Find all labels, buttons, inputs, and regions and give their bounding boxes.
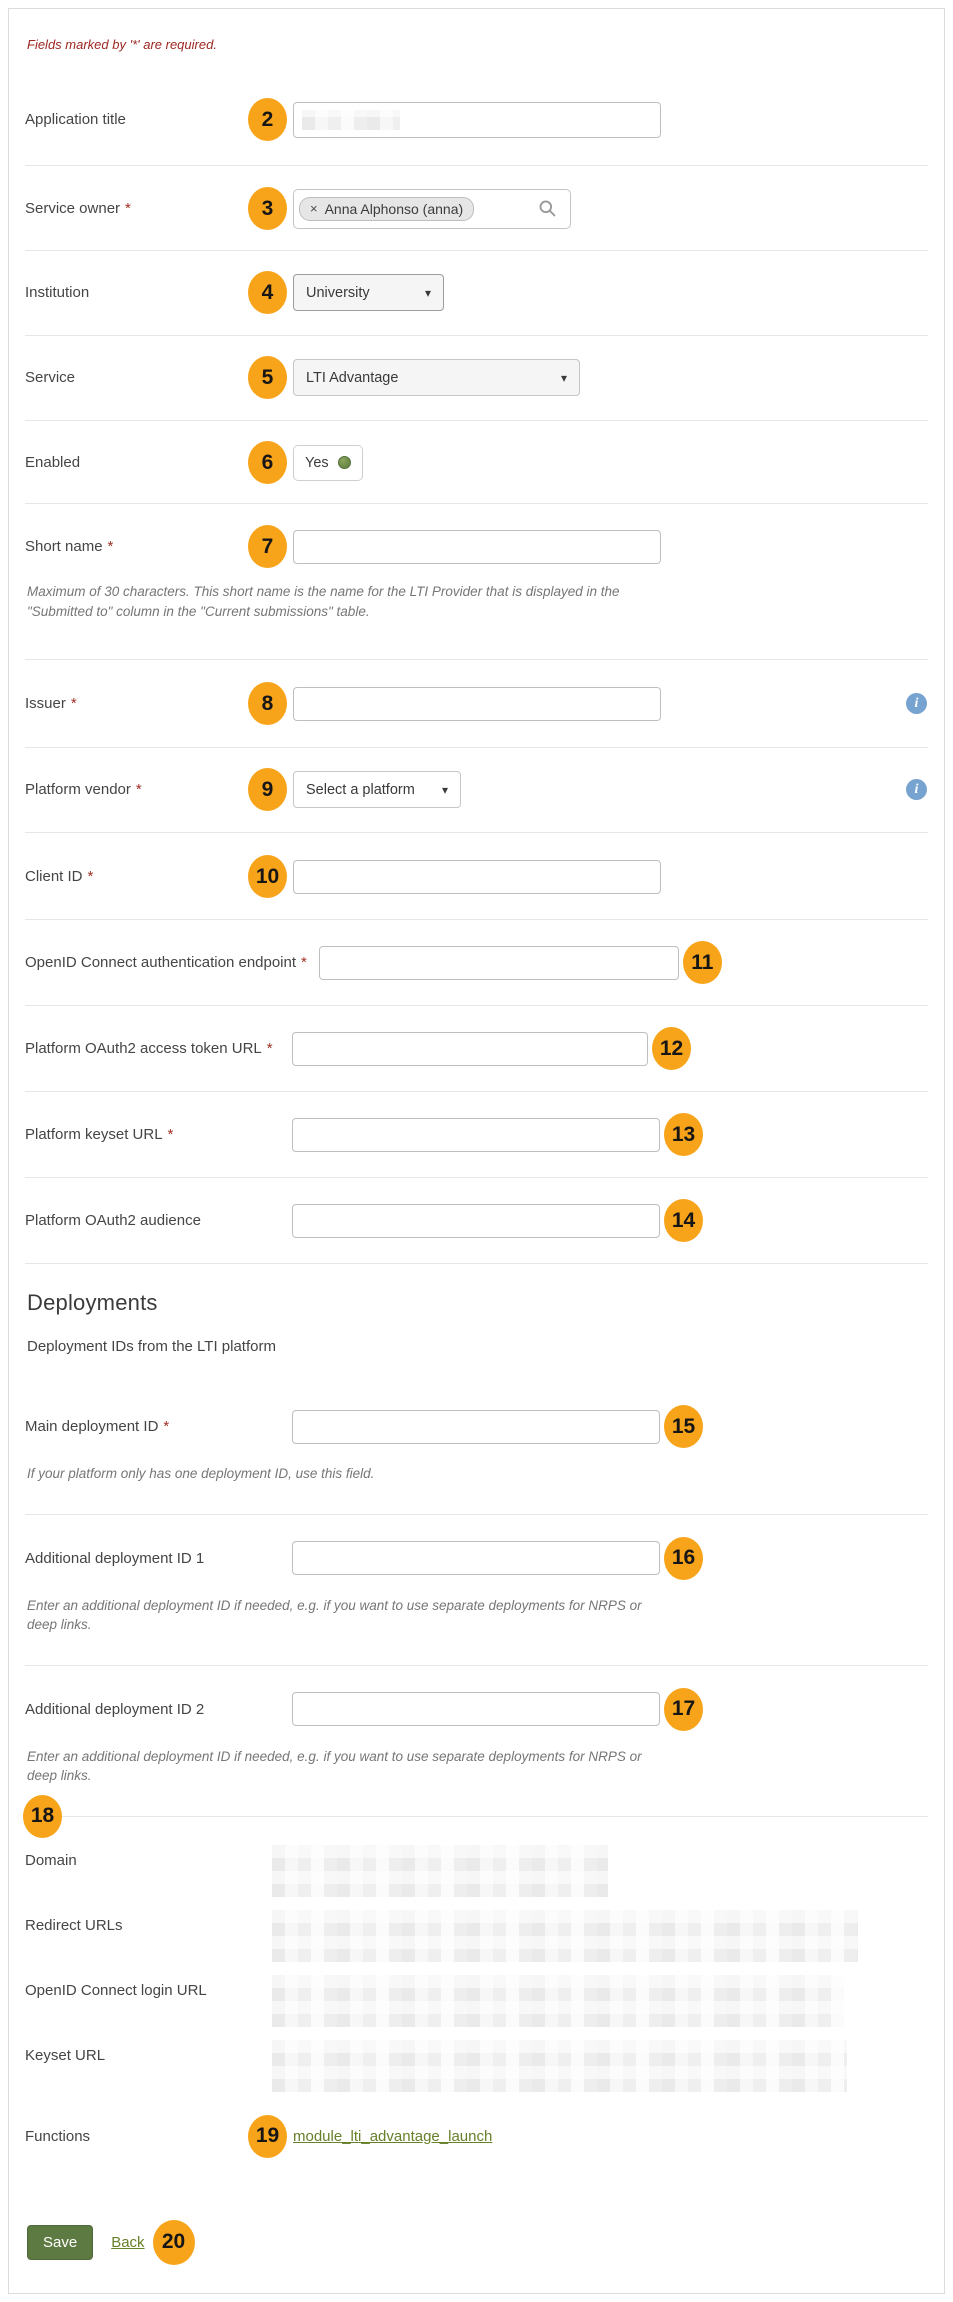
client-id-input[interactable] [293, 860, 661, 894]
annotation-badge: 9 [248, 768, 287, 811]
row-issuer [25, 660, 928, 748]
annotation-badge: 10 [248, 855, 287, 898]
annotation-badge: 2 [248, 98, 287, 141]
annotation-badge: 5 [248, 356, 287, 399]
label-text: Main deployment ID [25, 1418, 159, 1436]
openid-auth-endpoint-input[interactable] [319, 946, 679, 980]
keyset-url-value-redacted [272, 2040, 847, 2092]
function-link[interactable]: module_lti_advantage_launch [293, 2127, 493, 2145]
selected-value: LTI Advantage [306, 369, 399, 386]
short-name-help: Maximum of 30 characters. This short name is the name for the LTI Provider that is displayed in the "Submitted to" column in the "Current submissions" table. [27, 584, 620, 619]
main-deployment-id-label [25, 1418, 292, 1435]
platform-keyset-url-input[interactable] [292, 1118, 660, 1152]
row-institution [25, 251, 928, 336]
label-text: Issuer [25, 695, 66, 713]
oauth2-token-url-label [25, 1040, 292, 1057]
row-application-title [25, 78, 928, 166]
row-service [25, 336, 928, 421]
info-icon[interactable]: i [906, 693, 927, 714]
save-button[interactable]: Save [27, 2225, 93, 2260]
annotation-badge: 8 [248, 682, 287, 725]
additional-deployment-id-1-help: Enter an additional deployment ID if needed, e.g. if you want to use separate deployments for NRPS or deep links. [27, 1597, 642, 1633]
row-platform-keyset-url [25, 1092, 928, 1178]
row-openid-auth-endpoint [25, 920, 928, 1006]
row-enabled [25, 421, 928, 504]
keyset-url-label [25, 2040, 272, 2064]
main-deployment-id-input[interactable] [292, 1410, 660, 1444]
tag-label: Anna Alphonso (anna) [324, 200, 464, 217]
label-text: OpenID Connect authentication endpoint [25, 954, 297, 972]
chevron-down-icon: ▾ [441, 782, 448, 797]
search-icon [538, 199, 557, 218]
toggle-state-label: Yes [305, 454, 329, 471]
required-asterisk: * [70, 695, 77, 713]
label-text: Additional deployment ID 2 [25, 1700, 205, 1718]
row-redirect-urls [25, 1910, 928, 1962]
annotation-badge: 13 [664, 1113, 703, 1156]
readonly-section [25, 1804, 928, 2158]
deployments-section-header [25, 1264, 928, 1383]
row-service-owner [25, 166, 928, 251]
annotation-badge: 7 [248, 525, 287, 568]
label-text: Functions [25, 2127, 91, 2145]
annotation-badge: 6 [248, 441, 287, 484]
additional-deployment-id-2-help: Enter an additional deployment ID if needed, e.g. if you want to use separate deployments for NRPS or deep links. [27, 1748, 642, 1784]
additional-deployment-id-2-label [25, 1701, 292, 1718]
annotation-badge: 18 [23, 1795, 62, 1838]
enabled-toggle[interactable] [293, 445, 363, 481]
annotation-badge: 4 [248, 271, 287, 314]
row-domain [25, 1845, 928, 1897]
row-keyset-url [25, 2040, 928, 2092]
toggle-on-dot-icon [338, 456, 351, 469]
required-asterisk: * [266, 1040, 273, 1058]
main-deployment-id-help: If your platform only has one deployment ID, use this field. [27, 1466, 375, 1482]
label-text: Platform OAuth2 audience [25, 1212, 201, 1230]
annotation-badge: 14 [664, 1199, 703, 1242]
redirect-urls-label [25, 1910, 272, 1934]
row-functions [25, 2105, 928, 2158]
domain-label [25, 1845, 272, 1869]
label-text: Enabled [25, 454, 81, 471]
annotation-badge: 3 [248, 187, 287, 230]
oauth2-audience-input[interactable] [292, 1204, 660, 1238]
row-additional-deployment-id-2 [25, 1666, 928, 1817]
required-asterisk: * [87, 868, 94, 886]
oauth2-audience-label [25, 1212, 292, 1229]
label-text: Platform vendor [25, 781, 131, 799]
redirect-urls-value-redacted [272, 1910, 858, 1962]
label-text: Redirect URLs [25, 1916, 123, 1934]
selected-value: University [306, 284, 370, 301]
additional-deployment-id-1-input[interactable] [292, 1541, 660, 1575]
short-name-input[interactable] [293, 530, 661, 564]
annotation-badge: 20 [153, 2220, 195, 2265]
oauth2-token-url-input[interactable] [292, 1032, 648, 1066]
annotation-badge: 19 [248, 2115, 287, 2158]
label-text: Service owner [25, 200, 121, 217]
row-additional-deployment-id-1 [25, 1515, 928, 1666]
row-oauth2-token-url [25, 1006, 928, 1092]
annotation-badge: 11 [683, 941, 722, 984]
form-card [8, 8, 945, 2294]
required-asterisk: * [301, 954, 307, 972]
row-openid-login-url [25, 1975, 928, 2027]
annotation-badge: 16 [664, 1537, 703, 1580]
label-text: Client ID [25, 868, 83, 886]
deployments-subtext: Deployment IDs from the LTI platform [27, 1338, 276, 1356]
remove-tag-icon[interactable]: × [310, 201, 318, 216]
service-owner-input[interactable] [293, 189, 571, 229]
info-icon[interactable]: i [906, 779, 927, 800]
required-asterisk: * [125, 200, 131, 217]
back-link[interactable]: Back [111, 2233, 145, 2251]
required-asterisk: * [107, 538, 114, 555]
selected-value: Select a platform [306, 781, 415, 798]
required-asterisk: * [167, 1126, 174, 1144]
label-text: OpenID Connect login URL [25, 1981, 207, 1999]
label-text: Additional deployment ID 1 [25, 1549, 205, 1567]
required-asterisk: * [135, 781, 142, 799]
annotation-badge: 15 [664, 1405, 703, 1448]
row-main-deployment-id [25, 1383, 928, 1515]
required-asterisk: * [163, 1418, 170, 1436]
platform-vendor-select[interactable] [293, 771, 461, 808]
row-oauth2-audience [25, 1178, 928, 1264]
row-client-id [25, 833, 928, 920]
domain-value-redacted [272, 1845, 608, 1897]
label-text: Platform keyset URL [25, 1126, 163, 1144]
annotation-badge: 12 [652, 1027, 691, 1070]
deployments-heading: Deployments [27, 1290, 158, 1316]
service-owner-tag [299, 197, 474, 221]
label-text: Domain [25, 1851, 77, 1869]
row-short-name [25, 504, 928, 660]
annotation-badge: 17 [664, 1688, 703, 1731]
label-text: Application title [25, 111, 126, 128]
additional-deployment-id-2-input[interactable] [292, 1692, 660, 1726]
service-select[interactable] [293, 359, 580, 396]
issuer-input[interactable] [293, 687, 661, 721]
openid-auth-endpoint-label [25, 954, 319, 971]
label-text: Platform OAuth2 access token URL [25, 1040, 262, 1058]
chevron-down-icon: ▾ [560, 370, 567, 385]
redacted-value [302, 110, 400, 130]
chevron-down-icon: ▾ [424, 285, 431, 300]
openid-login-url-label [25, 1975, 272, 1999]
label-text: Service [25, 369, 76, 386]
institution-select[interactable] [293, 274, 444, 311]
row-platform-vendor [25, 748, 928, 833]
openid-login-url-value-redacted [272, 1975, 844, 2027]
required-fields-note: Fields marked by '*' are required. [27, 37, 217, 52]
label-text: Institution [25, 284, 90, 301]
label-text: Short name [25, 538, 103, 555]
platform-keyset-url-label [25, 1126, 292, 1143]
form-footer [25, 2158, 928, 2293]
application-title-input[interactable] [293, 102, 661, 138]
additional-deployment-id-1-label [25, 1550, 292, 1567]
label-text: Keyset URL [25, 2046, 106, 2064]
